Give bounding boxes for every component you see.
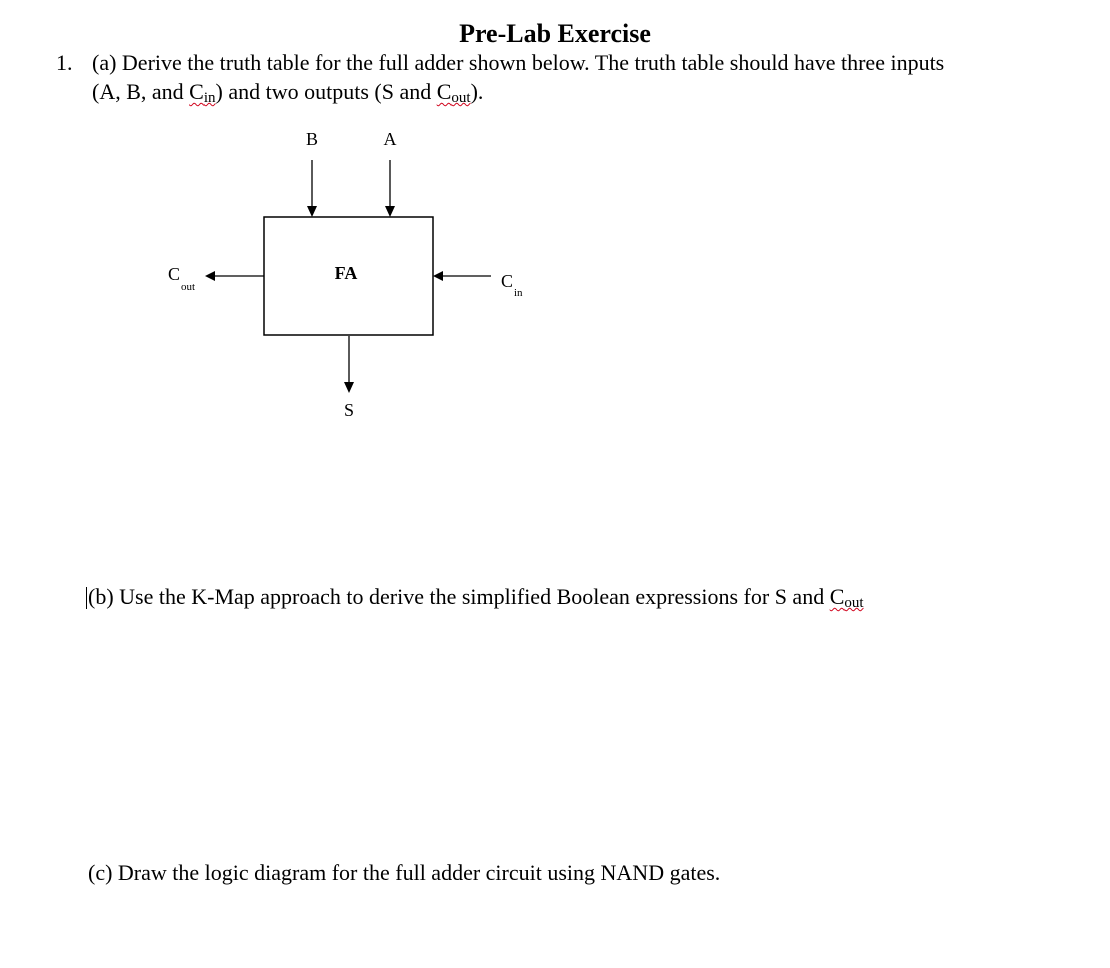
part-a-line-2-end: ).: [470, 79, 484, 104]
part-b-cout-term: [830, 584, 864, 609]
input-b-label: B: [305, 129, 319, 149]
cout-subscript: out: [451, 90, 471, 106]
input-b-arrowhead: [307, 206, 317, 217]
cout-letter: C: [436, 79, 452, 104]
part-a-line-2-mid: ) and two outputs (S and: [215, 79, 437, 104]
carry-out-letter: C: [168, 264, 181, 284]
question-number: 1.: [56, 50, 73, 75]
carry-in-letter: C: [501, 271, 514, 291]
page-title: Pre-Lab Exercise: [459, 19, 651, 48]
full-adder-label: FA: [334, 263, 358, 283]
part-a-line-2-start: (A, B, and: [92, 79, 190, 104]
input-a-arrowhead: [385, 206, 395, 217]
part-c-text: (c) Draw the logic diagram for the full adder circuit using NAND gates.: [88, 860, 721, 885]
input-a-label: A: [383, 129, 397, 149]
carry-out-arrowhead: [205, 271, 215, 281]
cin-subscript: in: [203, 90, 216, 106]
part-b-cout-letter: C: [829, 584, 845, 609]
carry-in-subscript: in: [514, 287, 523, 299]
part-b-body: (b) Use the K-Map approach to derive the simplified Boolean expressions for S and: [88, 584, 830, 609]
sum-label: S: [343, 400, 355, 420]
cin-letter: C: [189, 79, 204, 104]
part-b-text: [88, 583, 864, 617]
carry-in-arrowhead: [433, 271, 443, 281]
part-b-cout-subscript: out: [844, 595, 864, 611]
sum-arrowhead: [344, 382, 354, 393]
text-cursor: [86, 587, 87, 609]
part-a-line-1: (a) Derive the truth table for the full adder shown below. The truth table should have three inputs: [92, 50, 945, 75]
carry-out-subscript: out: [181, 281, 196, 293]
